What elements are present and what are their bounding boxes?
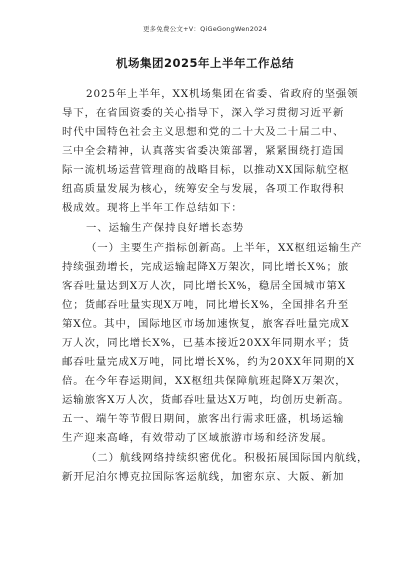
paragraph-line: 极成效。现将上半年工作总结如下： <box>62 202 243 214</box>
paragraph-line: 邮吞吐量完成X万吨，同比增长X%，约为20XX年同期的X <box>62 356 356 368</box>
paragraph-line: 新开尼泊尔博克拉国际客运航线，加密东京、大阪、新加 <box>62 471 345 483</box>
paragraph-line: 五一、端午等节假日期间，旅客出行需求旺盛，机场运输 <box>62 413 345 425</box>
paragraph-line: （二）航线网络持续织密优化。积极拓展国际国内航线， <box>86 452 369 464</box>
paragraph-line: 导下，在省国资委的关心指导下，深入学习贯彻习近平新 <box>62 107 345 119</box>
paragraph-line: 万人次，同比增长X%，已基本接近20XX年同期水平；货 <box>62 337 350 349</box>
paragraph-line: （一）主要生产指标创新高。上半年，XX枢纽运输生产 <box>86 242 363 254</box>
paragraph-line: 位；货邮吞吐量实现X万吨，同比增长X%，全国排名升至 <box>62 299 350 311</box>
paragraph-line: 生产迎来高峰，有效带动了区域旅游市场和经济发展。 <box>62 432 333 444</box>
paragraph-line: 运输旅客X万人次，货邮吞吐量达X万吨，均创历史新高。 <box>62 394 350 406</box>
page-title: 机场集团2025年上半年工作总结 <box>115 56 294 70</box>
header-watermark: 更多免费公文+V：QiGeGongWen2024 <box>142 25 268 33</box>
section-heading: 一、运输生产保持良好增长态势 <box>86 222 245 234</box>
paragraph-line: 时代中国特色社会主义思想和党的二十大及二十届二中、 <box>62 126 345 138</box>
paragraph-line: 2025年上半年，XX机场集团在省委、省政府的坚强领 <box>86 88 359 100</box>
paragraph-line: 客吞吐量达到X万人次，同比增长X%，稳居全国城市第X <box>62 280 347 292</box>
paragraph-line: 三中全会精神，认真落实省委决策部署，紧紧围绕打造国 <box>62 145 345 157</box>
paragraph-line: 持续强劲增长，完成运输起降X万架次，同比增长X%；旅 <box>62 261 350 273</box>
paragraph-line: 第X位。其中，国际地区市场加速恢复，旅客吞吐量完成X <box>62 318 350 330</box>
paragraph-line: 倍。在今年春运期间，XX枢纽共保障航班起降X万架次， <box>62 375 347 387</box>
paragraph-line: 际一流机场运营管理商的战略目标，以推动XX国际航空枢 <box>62 164 350 176</box>
paragraph-line: 纽高质量发展为核心，统筹安全与发展，各项工作取得积 <box>62 183 345 195</box>
